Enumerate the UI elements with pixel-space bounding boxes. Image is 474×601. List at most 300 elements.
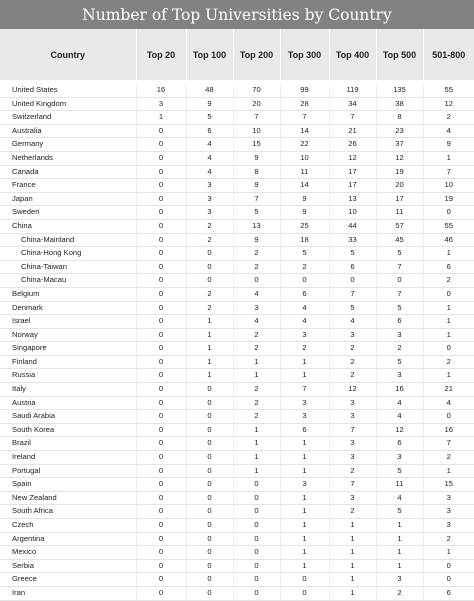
- count-cell: 0: [186, 546, 233, 560]
- count-cell: 1: [329, 586, 376, 600]
- country-cell: Japan: [0, 192, 136, 206]
- country-cell: Israel: [0, 315, 136, 329]
- country-cell: Saudi Arabia: [0, 410, 136, 424]
- table-row: [0, 423, 474, 437]
- country-cell: Serbia: [0, 559, 136, 573]
- table-row: [0, 192, 474, 206]
- table-row: [0, 301, 474, 315]
- count-cell: 4: [280, 301, 329, 315]
- column-header-top-20: Top 20: [136, 29, 186, 80]
- header-row: [0, 29, 474, 80]
- count-cell: 0: [186, 559, 233, 573]
- country-cell: Singapore: [0, 342, 136, 356]
- count-cell: 0: [136, 274, 186, 288]
- country-cell: Spain: [0, 478, 136, 492]
- count-cell: 10: [329, 206, 376, 220]
- count-cell: 19: [423, 192, 474, 206]
- count-cell: 1: [423, 328, 474, 342]
- count-cell: 5: [280, 247, 329, 261]
- count-cell: 2: [376, 586, 423, 600]
- universities-table: [0, 29, 474, 601]
- count-cell: 3: [280, 410, 329, 424]
- count-cell: 3: [329, 451, 376, 465]
- column-header-top-200: Top 200: [233, 29, 280, 80]
- count-cell: 3: [280, 478, 329, 492]
- count-cell: 3: [186, 206, 233, 220]
- column-header-top-300: Top 300: [280, 29, 329, 80]
- table-row: [0, 478, 474, 492]
- count-cell: 0: [186, 396, 233, 410]
- country-cell: Ireland: [0, 451, 136, 465]
- count-cell: 4: [423, 396, 474, 410]
- count-cell: 7: [376, 260, 423, 274]
- count-cell: 0: [136, 586, 186, 600]
- count-cell: 1: [376, 532, 423, 546]
- count-cell: 0: [233, 546, 280, 560]
- count-cell: 0: [136, 206, 186, 220]
- count-cell: 3: [423, 505, 474, 519]
- table-row: [0, 491, 474, 505]
- count-cell: 16: [423, 423, 474, 437]
- count-cell: 20: [376, 179, 423, 193]
- count-cell: 3: [329, 491, 376, 505]
- column-header-top-400: Top 400: [329, 29, 376, 80]
- table-row: [0, 437, 474, 451]
- count-cell: 2: [233, 383, 280, 397]
- count-cell: 6: [280, 423, 329, 437]
- count-cell: 119: [329, 84, 376, 97]
- table-row: [0, 151, 474, 165]
- count-cell: 0: [136, 464, 186, 478]
- country-cell: France: [0, 179, 136, 193]
- count-cell: 6: [280, 287, 329, 301]
- count-cell: 1: [423, 247, 474, 261]
- count-cell: 1: [186, 355, 233, 369]
- count-cell: 44: [329, 219, 376, 233]
- country-cell: Switzerland: [0, 111, 136, 125]
- count-cell: 5: [376, 301, 423, 315]
- count-cell: 4: [423, 124, 474, 138]
- count-cell: 6: [376, 437, 423, 451]
- count-cell: 3: [423, 491, 474, 505]
- country-cell: China-Hong Kong: [0, 247, 136, 261]
- country-cell: Denmark: [0, 301, 136, 315]
- count-cell: 14: [280, 179, 329, 193]
- count-cell: 1: [280, 546, 329, 560]
- table-row: [0, 464, 474, 478]
- count-cell: 9: [280, 192, 329, 206]
- count-cell: 1: [423, 369, 474, 383]
- country-cell: Russia: [0, 369, 136, 383]
- country-cell: United Kingdom: [0, 97, 136, 111]
- count-cell: 5: [329, 247, 376, 261]
- count-cell: 13: [233, 219, 280, 233]
- count-cell: 4: [376, 491, 423, 505]
- count-cell: 1: [233, 369, 280, 383]
- count-cell: 1: [329, 519, 376, 533]
- count-cell: 8: [376, 111, 423, 125]
- count-cell: 7: [423, 437, 474, 451]
- count-cell: 0: [136, 138, 186, 152]
- count-cell: 9: [233, 233, 280, 247]
- count-cell: 4: [186, 151, 233, 165]
- count-cell: 2: [233, 396, 280, 410]
- table-row: [0, 124, 474, 138]
- country-cell: Mexico: [0, 546, 136, 560]
- count-cell: 0: [233, 519, 280, 533]
- table-row: [0, 559, 474, 573]
- count-cell: 17: [329, 179, 376, 193]
- count-cell: 9: [233, 151, 280, 165]
- count-cell: 7: [233, 111, 280, 125]
- count-cell: 1: [233, 355, 280, 369]
- count-cell: 0: [423, 559, 474, 573]
- count-cell: 0: [136, 532, 186, 546]
- count-cell: 8: [233, 165, 280, 179]
- count-cell: 5: [376, 505, 423, 519]
- count-cell: 0: [186, 519, 233, 533]
- count-cell: 12: [329, 151, 376, 165]
- count-cell: 3: [329, 328, 376, 342]
- table-row: [0, 165, 474, 179]
- count-cell: 0: [136, 328, 186, 342]
- count-cell: 28: [280, 97, 329, 111]
- count-cell: 0: [186, 247, 233, 261]
- count-cell: 3: [376, 369, 423, 383]
- count-cell: 16: [376, 383, 423, 397]
- count-cell: 37: [376, 138, 423, 152]
- count-cell: 0: [136, 342, 186, 356]
- count-cell: 57: [376, 219, 423, 233]
- count-cell: 3: [186, 192, 233, 206]
- column-header-top-500: Top 500: [376, 29, 423, 80]
- count-cell: 2: [233, 247, 280, 261]
- count-cell: 2: [329, 342, 376, 356]
- table-row: [0, 505, 474, 519]
- count-cell: 0: [423, 287, 474, 301]
- table-row: [0, 206, 474, 220]
- count-cell: 0: [423, 342, 474, 356]
- count-cell: 0: [136, 546, 186, 560]
- count-cell: 0: [233, 586, 280, 600]
- country-cell: Austria: [0, 396, 136, 410]
- count-cell: 2: [233, 260, 280, 274]
- column-header-country: Country: [0, 29, 136, 80]
- table-row: [0, 84, 474, 97]
- count-cell: 0: [136, 573, 186, 587]
- count-cell: 9: [186, 97, 233, 111]
- table-row: [0, 573, 474, 587]
- count-cell: 6: [423, 260, 474, 274]
- count-cell: 1: [280, 464, 329, 478]
- count-cell: 1: [423, 464, 474, 478]
- count-cell: 1: [280, 369, 329, 383]
- count-cell: 33: [329, 233, 376, 247]
- count-cell: 0: [136, 491, 186, 505]
- country-cell: China: [0, 219, 136, 233]
- table-row: [0, 111, 474, 125]
- count-cell: 1: [136, 111, 186, 125]
- table-body: [0, 80, 474, 600]
- table-row: [0, 532, 474, 546]
- count-cell: 5: [186, 111, 233, 125]
- count-cell: 0: [280, 274, 329, 288]
- count-cell: 6: [329, 260, 376, 274]
- count-cell: 5: [376, 247, 423, 261]
- count-cell: 3: [329, 396, 376, 410]
- count-cell: 2: [329, 355, 376, 369]
- count-cell: 0: [186, 383, 233, 397]
- column-header-501-800: 501-800: [423, 29, 474, 80]
- count-cell: 0: [136, 423, 186, 437]
- count-cell: 0: [233, 532, 280, 546]
- country-cell: United States: [0, 84, 136, 97]
- country-cell: China-Taiwan: [0, 260, 136, 274]
- count-cell: 34: [329, 97, 376, 111]
- country-cell: China-Mainland: [0, 233, 136, 247]
- count-cell: 0: [136, 233, 186, 247]
- count-cell: 1: [329, 532, 376, 546]
- count-cell: 5: [329, 301, 376, 315]
- count-cell: 0: [136, 451, 186, 465]
- count-cell: 2: [186, 287, 233, 301]
- count-cell: 0: [136, 260, 186, 274]
- count-cell: 70: [233, 84, 280, 97]
- count-cell: 1: [376, 546, 423, 560]
- count-cell: 20: [233, 97, 280, 111]
- count-cell: 48: [186, 84, 233, 97]
- table-row: [0, 287, 474, 301]
- count-cell: 0: [423, 410, 474, 424]
- count-cell: 0: [136, 383, 186, 397]
- country-cell: Iran: [0, 586, 136, 600]
- count-cell: 7: [329, 478, 376, 492]
- count-cell: 135: [376, 84, 423, 97]
- count-cell: 0: [186, 505, 233, 519]
- count-cell: 0: [186, 491, 233, 505]
- table-row: [0, 97, 474, 111]
- count-cell: 0: [233, 559, 280, 573]
- count-cell: 0: [136, 355, 186, 369]
- count-cell: 0: [136, 301, 186, 315]
- table-row: [0, 355, 474, 369]
- count-cell: 7: [329, 423, 376, 437]
- count-cell: 2: [233, 342, 280, 356]
- count-cell: 10: [233, 124, 280, 138]
- count-cell: 0: [376, 274, 423, 288]
- count-cell: 1: [280, 505, 329, 519]
- table-row: [0, 328, 474, 342]
- count-cell: 0: [186, 451, 233, 465]
- count-cell: 15: [233, 138, 280, 152]
- country-cell: Argentina: [0, 532, 136, 546]
- count-cell: 0: [186, 586, 233, 600]
- count-cell: 2: [280, 342, 329, 356]
- count-cell: 3: [280, 396, 329, 410]
- count-cell: 0: [423, 573, 474, 587]
- count-cell: 3: [329, 437, 376, 451]
- count-cell: 0: [136, 287, 186, 301]
- count-cell: 1: [233, 464, 280, 478]
- count-cell: 2: [423, 451, 474, 465]
- count-cell: 10: [280, 151, 329, 165]
- table-row: [0, 586, 474, 600]
- count-cell: 0: [136, 315, 186, 329]
- table-row: [0, 138, 474, 152]
- count-cell: 5: [376, 355, 423, 369]
- count-cell: 21: [329, 124, 376, 138]
- count-cell: 0: [136, 505, 186, 519]
- count-cell: 14: [280, 124, 329, 138]
- count-cell: 3: [423, 519, 474, 533]
- count-cell: 26: [329, 138, 376, 152]
- count-cell: 7: [329, 287, 376, 301]
- count-cell: 0: [186, 437, 233, 451]
- count-cell: 0: [136, 410, 186, 424]
- count-cell: 1: [280, 451, 329, 465]
- count-cell: 17: [376, 192, 423, 206]
- count-cell: 1: [186, 328, 233, 342]
- count-cell: 0: [136, 192, 186, 206]
- count-cell: 0: [136, 179, 186, 193]
- count-cell: 0: [136, 151, 186, 165]
- country-cell: South Africa: [0, 505, 136, 519]
- count-cell: 4: [376, 396, 423, 410]
- count-cell: 2: [423, 111, 474, 125]
- table-row: [0, 546, 474, 560]
- count-cell: 12: [329, 383, 376, 397]
- table-row: [0, 179, 474, 193]
- count-cell: 0: [186, 478, 233, 492]
- table-row: [0, 247, 474, 261]
- count-cell: 0: [136, 219, 186, 233]
- count-cell: 0: [186, 410, 233, 424]
- count-cell: 16: [136, 84, 186, 97]
- table-row: [0, 451, 474, 465]
- count-cell: 5: [233, 206, 280, 220]
- count-cell: 9: [423, 138, 474, 152]
- count-cell: 99: [280, 84, 329, 97]
- count-cell: 2: [233, 328, 280, 342]
- count-cell: 3: [233, 301, 280, 315]
- count-cell: 7: [233, 192, 280, 206]
- count-cell: 0: [136, 519, 186, 533]
- count-cell: 7: [376, 287, 423, 301]
- count-cell: 7: [423, 165, 474, 179]
- country-cell: Finland: [0, 355, 136, 369]
- count-cell: 0: [136, 247, 186, 261]
- count-cell: 0: [186, 532, 233, 546]
- count-cell: 1: [329, 559, 376, 573]
- count-cell: 1: [376, 519, 423, 533]
- count-cell: 12: [376, 151, 423, 165]
- count-cell: 0: [233, 491, 280, 505]
- count-cell: 1: [423, 151, 474, 165]
- count-cell: 3: [186, 179, 233, 193]
- count-cell: 0: [136, 165, 186, 179]
- count-cell: 0: [136, 478, 186, 492]
- count-cell: 10: [423, 179, 474, 193]
- country-cell: New Zealand: [0, 491, 136, 505]
- country-cell: Czech: [0, 519, 136, 533]
- count-cell: 0: [186, 573, 233, 587]
- count-cell: 4: [376, 410, 423, 424]
- count-cell: 11: [376, 206, 423, 220]
- count-cell: 1: [186, 342, 233, 356]
- count-cell: 2: [329, 464, 376, 478]
- count-cell: 6: [186, 124, 233, 138]
- count-cell: 0: [233, 274, 280, 288]
- count-cell: 2: [423, 355, 474, 369]
- country-cell: Netherlands: [0, 151, 136, 165]
- count-cell: 18: [280, 233, 329, 247]
- count-cell: 2: [423, 274, 474, 288]
- count-cell: 22: [280, 138, 329, 152]
- country-cell: Norway: [0, 328, 136, 342]
- table-row: [0, 274, 474, 288]
- count-cell: 4: [280, 315, 329, 329]
- count-cell: 2: [233, 410, 280, 424]
- count-cell: 3: [376, 573, 423, 587]
- count-cell: 1: [329, 546, 376, 560]
- count-cell: 1: [186, 369, 233, 383]
- count-cell: 0: [233, 478, 280, 492]
- count-cell: 6: [423, 586, 474, 600]
- count-cell: 1: [376, 559, 423, 573]
- count-cell: 45: [376, 233, 423, 247]
- count-cell: 1: [280, 559, 329, 573]
- count-cell: 38: [376, 97, 423, 111]
- country-cell: Portugal: [0, 464, 136, 478]
- count-cell: 0: [280, 586, 329, 600]
- count-cell: 0: [136, 369, 186, 383]
- count-cell: 3: [376, 451, 423, 465]
- count-cell: 15: [423, 478, 474, 492]
- count-cell: 4: [186, 165, 233, 179]
- count-cell: 1: [186, 315, 233, 329]
- count-cell: 7: [329, 111, 376, 125]
- count-cell: 0: [233, 505, 280, 519]
- country-cell: Greece: [0, 573, 136, 587]
- count-cell: 0: [136, 559, 186, 573]
- count-cell: 4: [233, 315, 280, 329]
- count-cell: 7: [280, 111, 329, 125]
- count-cell: 4: [329, 315, 376, 329]
- count-cell: 55: [423, 219, 474, 233]
- count-cell: 4: [233, 287, 280, 301]
- count-cell: 1: [423, 301, 474, 315]
- count-cell: 2: [423, 532, 474, 546]
- count-cell: 11: [376, 478, 423, 492]
- count-cell: 1: [329, 573, 376, 587]
- column-header-top-100: Top 100: [186, 29, 233, 80]
- count-cell: 0: [186, 464, 233, 478]
- country-cell: Australia: [0, 124, 136, 138]
- count-cell: 25: [280, 219, 329, 233]
- count-cell: 1: [280, 532, 329, 546]
- count-cell: 5: [376, 464, 423, 478]
- count-cell: 0: [186, 260, 233, 274]
- count-cell: 2: [329, 505, 376, 519]
- country-cell: Italy: [0, 383, 136, 397]
- count-cell: 6: [376, 315, 423, 329]
- country-cell: South Korea: [0, 423, 136, 437]
- count-cell: 1: [423, 546, 474, 560]
- count-cell: 17: [329, 165, 376, 179]
- table-row: [0, 369, 474, 383]
- count-cell: 23: [376, 124, 423, 138]
- count-cell: 1: [423, 315, 474, 329]
